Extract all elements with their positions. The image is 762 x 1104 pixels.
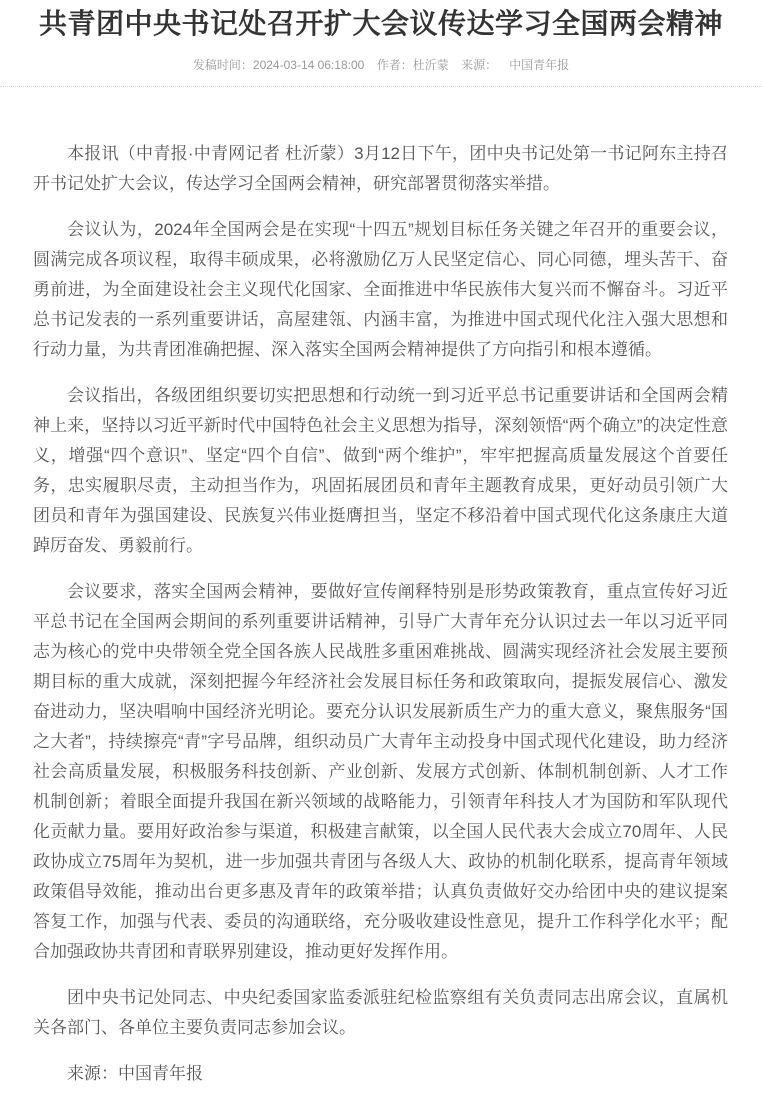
author-value: 杜沂蒙	[412, 58, 449, 72]
paragraph-meeting-points-out: 会议指出，各级团组织要切实把思想和行动统一到习近平总书记重要讲话和全国两会精神上来，坚持以习近平新时代中国特色社会主义思想为指导，深刻领悟“两个确立”的决定性意义，增强“四个意识”、坚定“四个自信”、做到“两个维护”，牢牢把握高质量发展这个首要任务，忠实履职尽责，主动担当作为，巩固拓展团员和青年主题教育成果，更好动员引领广大团员和青年为强国建设、民族复兴伟业挺膺担当，坚定不移沿着中国式现代化这条康庄大道踔厉奋发、勇毅前行。	[33, 386, 728, 555]
source-label: 来源：	[461, 58, 498, 72]
footer-source-line: 来源：中国青年报	[67, 1064, 203, 1083]
publish-time-label: 发稿时间：	[192, 58, 253, 72]
source-value: 中国青年报	[509, 58, 570, 72]
paragraph-meeting-believes: 会议认为，2024年全国两会是在实现“十四五”规划目标任务关键之年召开的重要会议，圆满完成各项议程，取得丰硕成果，必将激励亿万人民坚定信心、同心同德，埋头苦干、奋勇前进，为全面建设社会主义现代化国家、全面推进中华民族伟大复兴而不懈奋斗。习近平总书记发表的一系列重要讲话，高屋建瓴、内涵丰富，为推进中国式现代化注入强大思想和行动力量，为共青团准确把握、深入落实全国两会精神提供了方向指引和根本遵循。	[33, 220, 728, 359]
author-label: 作者：	[376, 58, 413, 72]
article-header	[0, 0, 762, 87]
publish-time-value: 2024-03-14 06:18:00	[252, 58, 365, 72]
article-meta-bar	[0, 56, 762, 87]
article-body	[0, 87, 762, 1089]
paragraph-attendees: 团中央书记处同志、中央纪委国家监委派驻纪检监察组有关负责同志出席会议，直属机关各部门、各单位主要负责同志参加会议。	[33, 988, 728, 1037]
paragraph-meeting-requires: 会议要求，落实全国两会精神，要做好宣传阐释特别是形势政策教育，重点宣传好习近平总书记在全国两会期间的系列重要讲话精神，引导广大青年充分认识过去一年以习近平同志为核心的党中央带领全党全国各族人民战胜多重困难挑战、圆满实现经济社会发展主要预期目标的重大成就，深刻把握今年经济社会发展目标任务和政策取向，提振发展信心、激发奋进动力，坚决唱响中国经济光明论。要充分认识发展新质生产力的重大意义，聚焦服务“国之大者”，持续擦亮“青”字号品牌，组织动员广大青年主动投身中国式现代化建设，助力经济社会高质量发展，积极服务科技创新、产业创新、发展方式创新、体制机制创新、人才工作机制创新；着眼全面提升我国在新兴领域的战略能力，引领青年科技人才为国防和军队现代化贡献力量。要用好政治参与渠道，积极建言献策，以全国人民代表大会成立70周年、人民政协成立75周年为契机，进一步加强共青团与各级人大、政协的机制化联系，提高青年领域政策倡导效能，推动出台更多惠及青年的政策举措；认真负责做好交办给团中央的建议提案答复工作，加强与代表、委员的沟通联络，充分吸收建设性意见，提升工作科学化水平；配合加强政协共青团和青联界别建设，推动更好发挥作用。	[33, 582, 728, 961]
paragraph-lede: 本报讯（中青报·中青网记者 杜沂蒙）3月12日下午，团中央书记处第一书记阿东主持召开书记处扩大会议，传达学习全国两会精神，研究部署贯彻落实举措。	[33, 144, 728, 193]
page-title: 共青团中央书记处召开扩大会议传达学习全国两会精神	[38, 8, 723, 39]
